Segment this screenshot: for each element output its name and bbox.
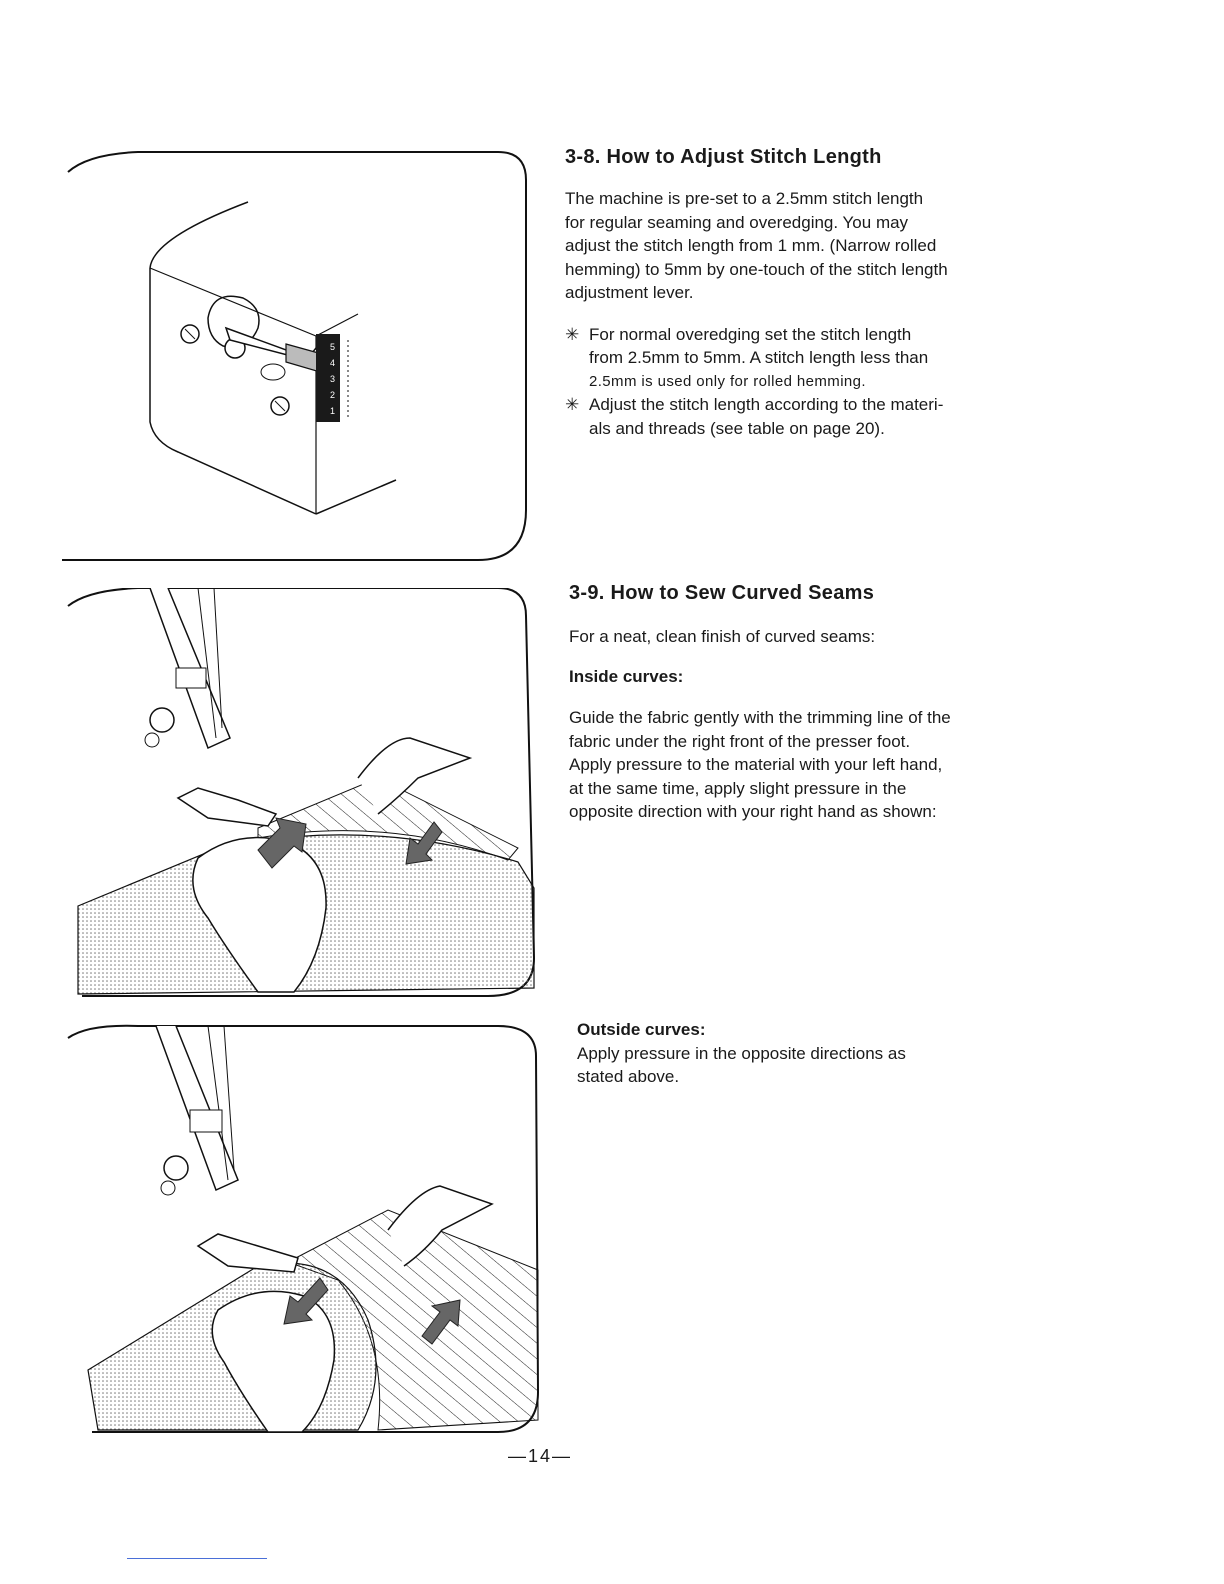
outside-curves-heading: Outside curves: bbox=[577, 1020, 706, 1039]
figure-inside-curves bbox=[58, 588, 538, 1000]
outside-curves bbox=[577, 1018, 1009, 1089]
page-number: —14— bbox=[508, 1446, 573, 1466]
section-3-8-title: 3-8. How to Adjust Stitch Length bbox=[565, 146, 882, 168]
inside-curves-line-1: Guide the fabric gently with the trimming line of the bbox=[569, 708, 951, 727]
scale-5: 5 bbox=[330, 342, 336, 352]
figure-stitch-length-lever bbox=[58, 150, 530, 570]
section-3-9-intro: For a neat, clean finish of curved seams: bbox=[569, 627, 876, 646]
note-2-line-1: Adjust the stitch length according to the materi- bbox=[589, 395, 944, 414]
inside-curves-line-3: Apply pressure to the material with your left hand, bbox=[569, 755, 943, 774]
asterisk-icon: ✳ bbox=[565, 395, 580, 414]
note-2 bbox=[565, 393, 997, 440]
note-1-line-1: For normal overedging set the stitch length bbox=[589, 324, 912, 344]
scale-4: 4 bbox=[330, 358, 336, 368]
scale-1: 1 bbox=[330, 406, 336, 416]
section-3-9-title: 3-9. How to Sew Curved Seams bbox=[569, 582, 875, 604]
inside-curves-line-2: fabric under the right front of the presser foot. bbox=[569, 731, 911, 751]
asterisk-icon: ✳ bbox=[565, 324, 580, 344]
scale-3: 3 bbox=[330, 374, 336, 384]
outside-curves-line-2: stated above. bbox=[577, 1067, 680, 1086]
scale-2: 2 bbox=[330, 390, 336, 400]
inside-curves-line-4: at the same time, apply slight pressure in the bbox=[569, 778, 907, 798]
note-1 bbox=[565, 323, 997, 394]
section-3-8-body-line-5: adjustment lever. bbox=[565, 283, 694, 302]
outside-curves-line-1: Apply pressure in the opposite directions as bbox=[577, 1043, 906, 1063]
figure-outside-curves bbox=[58, 1020, 546, 1440]
scan-artifact-line bbox=[127, 1558, 267, 1559]
section-3-8 bbox=[565, 146, 997, 440]
note-1-line-2: from 2.5mm to 5mm. A stitch length less than bbox=[589, 348, 929, 367]
section-3-8-body-line-2: for regular seaming and overedging. You may bbox=[565, 212, 909, 232]
inside-curves-line-5: opposite direction with your right hand as shown: bbox=[569, 802, 937, 821]
inside-curves-heading: Inside curves: bbox=[569, 666, 684, 686]
note-2-line-2: als and threads (see table on page 20). bbox=[589, 418, 885, 438]
section-3-8-body-line-1: The machine is pre-set to a 2.5mm stitch length bbox=[565, 189, 924, 208]
section-3-9 bbox=[569, 582, 1001, 824]
note-1-line-3: 2.5mm is used only for rolled hemming. bbox=[589, 372, 866, 390]
section-3-8-body-line-4: hemming) to 5mm by one-touch of the stitch length bbox=[565, 259, 948, 279]
section-3-8-body-line-3: adjust the stitch length from 1 mm. (Narrow rolled bbox=[565, 236, 937, 255]
